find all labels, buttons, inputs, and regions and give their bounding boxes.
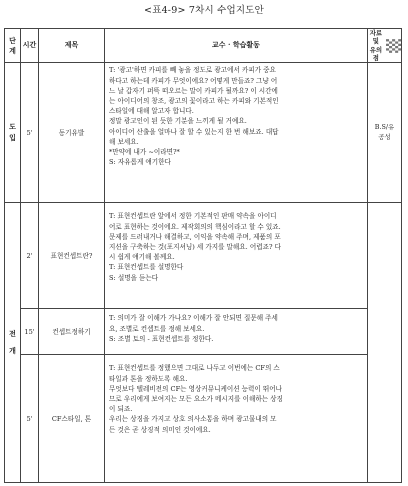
- table-row: [5, 203, 402, 309]
- activity-line: 우리는 상징을 가지고 상호 의사소통을 하며 광고물내의 모: [109, 415, 277, 424]
- activity-line: 든 것은 곧 상징적 의미인 것이에요.: [109, 425, 211, 434]
- row-material: B.S/유 공성: [368, 63, 402, 203]
- header-row: [5, 29, 402, 63]
- table-row: [5, 63, 402, 203]
- activity-line: 어로 표현하는 것이에요. 제작회의의 핵심이라고 할 수 있죠.: [109, 222, 281, 231]
- row-time: 5': [21, 355, 39, 483]
- activity-line: S: 자유롭게 얘기한다: [109, 158, 171, 167]
- activity-line: 이 되죠.: [109, 405, 133, 414]
- activity-line: T: 표현컨셉트란 앞에서 정한 기본적인 판매 약속을 아이디: [109, 212, 277, 221]
- activity-line: T: 표현컨셉트를 설명한다: [109, 263, 184, 272]
- row-title: 표현컨셉트란?: [39, 203, 105, 309]
- header-materials: [368, 29, 402, 63]
- activity-line: 타일과 톤을 정하도록 해요.: [109, 374, 188, 383]
- activity-line: 해 보세요.: [109, 137, 139, 146]
- row-activity: [105, 203, 368, 309]
- activity-line: 아이디어 산출을 얼마나 잘 할 수 있는지 한 번 해보죠. 대답: [109, 127, 279, 136]
- stage-develop: 전 개: [5, 203, 21, 483]
- activity-line: 는 아이디어의 창조, 광고의 꽃이라고 하는 카피와 기본적인: [109, 96, 279, 105]
- activity-line: S: 조별 토의 - 표현컨셉트를 정한다.: [109, 334, 214, 343]
- stage-intro: 도 입: [5, 63, 21, 203]
- row-time: 5': [21, 63, 39, 203]
- activity-line: 므로 우리에게 보여지는 모든 요소가 메시지를 이해하는 상징: [109, 394, 283, 403]
- activity-line: 스타일에 대해 알고자 합니다.: [109, 107, 194, 116]
- row-time: 15': [21, 309, 39, 355]
- row-material: [368, 203, 402, 483]
- lesson-plan-table: [4, 28, 402, 483]
- activity-line: 하다고 하는데 카피가 무엇이에요? 어떻게 만들죠? 그냥 어: [109, 76, 278, 85]
- table-row: [5, 355, 402, 483]
- activity-line: T: 표현컨셉트를 정했으면 그대로 나두고 이번에는 CF의 스: [109, 364, 280, 373]
- activity-line: T: 의미가 잘 이해가 가나요? 이해가 잘 안되면 질문해 주세: [109, 314, 278, 323]
- activity-line: 정말 광고인이 된 듯한 기분을 느끼게 될 거예요.: [109, 117, 247, 126]
- activity-line: 느 날 갑자기 퍼뜩 떠오르는 말이 카피가 될까요? 이 시간에: [109, 86, 278, 95]
- activity-line: 무엇보다 텔레비전의 CF는 영상커뮤니케이션 능력이 뛰어나: [109, 384, 282, 393]
- activity-line: T: '광고'하면 카피를 빼 놓을 정도로 광고에서 카피가 중요: [109, 66, 276, 75]
- row-activity: [105, 63, 368, 203]
- row-title: CF스타일, 톤: [39, 355, 105, 483]
- activity-line: 문제를 드러내거나 해결하고, 이익을 약속해 주며, 제품의 포: [109, 232, 281, 241]
- row-activity: [105, 309, 368, 355]
- activity-line: 시 쉽게 얘기해 볼께요.: [109, 253, 175, 262]
- row-title: 컨셉트정하기: [39, 309, 105, 355]
- activity-line: 지션을 구축하는 것(포지셔닝) 세 가지를 말해요. 어렵죠? 다: [109, 242, 281, 251]
- table-row: [5, 309, 402, 355]
- header-title: 제목: [39, 29, 105, 63]
- header-stage: 단 계: [5, 29, 21, 63]
- header-materials-label: 자료 및 유의점: [369, 29, 383, 62]
- activity-line: 요, 조별로 컨셉트를 정해 보세요.: [109, 324, 205, 333]
- header-activity: 교수 · 학습활동: [105, 29, 368, 63]
- table-caption: <표4-9> 7차시 수업지도안: [144, 5, 264, 16]
- row-time: 2': [21, 203, 39, 309]
- header-time: 시간: [21, 29, 39, 63]
- activity-line: *만약에 내가 ~이라면?*: [109, 148, 180, 157]
- checker-pattern-icon: [386, 37, 401, 55]
- row-activity: [105, 355, 368, 483]
- row-title: 동기유발: [39, 63, 105, 203]
- activity-line: S: 설명을 듣는다: [109, 273, 159, 282]
